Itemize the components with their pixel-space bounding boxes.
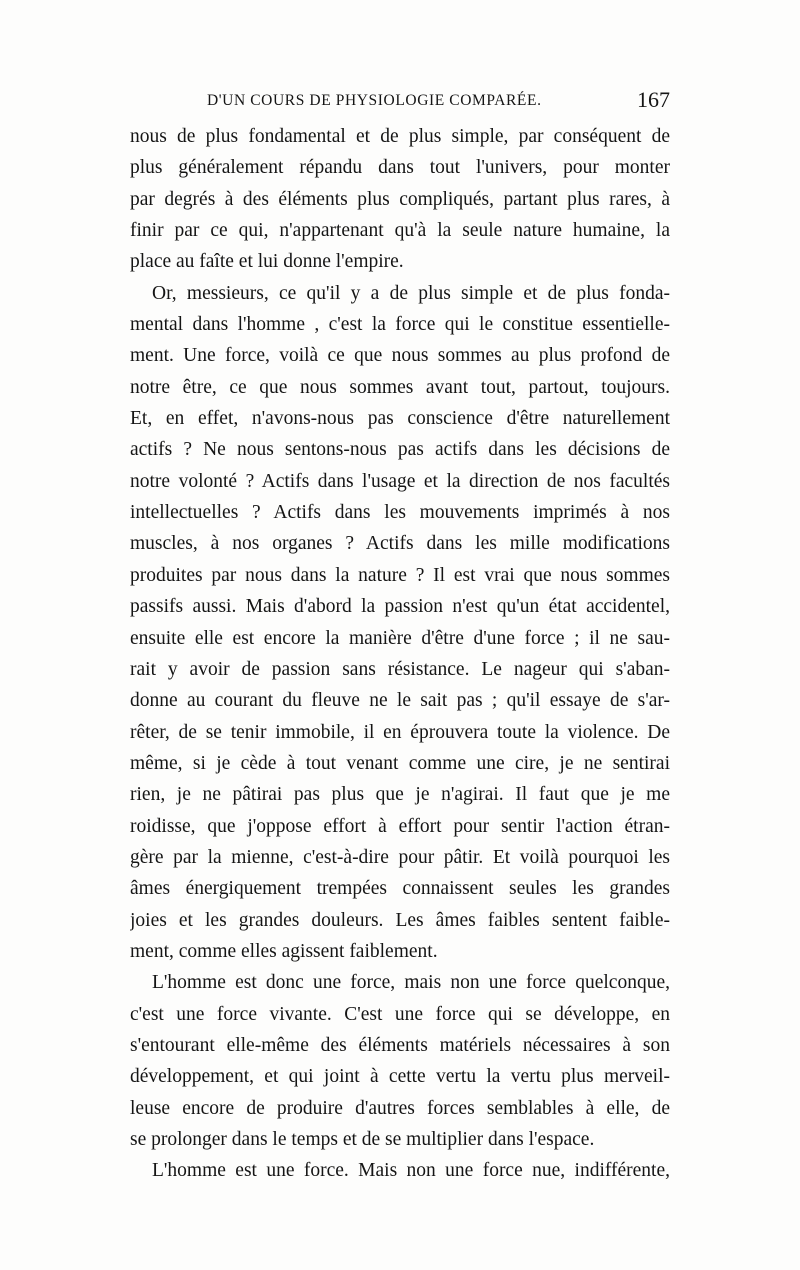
page-number: 167 — [637, 87, 670, 112]
text-line: ensuite elle est encore la manière d'être d'une force ; il ne sau- — [130, 627, 670, 649]
text-line: ment, comme elles agissent faiblement. — [130, 940, 438, 962]
paragraph-start-line: Or, messieurs, ce qu'il y a de plus simple et de plus fonda- — [152, 282, 670, 304]
text-line: Et, en effet, n'avons-nous pas conscience d'être naturellement — [130, 408, 670, 430]
text-line: notre volonté ? Actifs dans l'usage et la direction de nos facultés — [130, 470, 670, 492]
text-line: produites par nous dans la nature ? Il est vrai que nous sommes — [130, 564, 670, 586]
text-line: place au faîte et lui donne l'empire. — [130, 251, 404, 273]
text-line: muscles, à nos organes ? Actifs dans les mille modifications — [130, 533, 670, 555]
text-line: mental dans l'homme , c'est la force qui le constitue essentielle- — [130, 314, 670, 336]
text-line: âmes énergiquement trempées connaissent seules les grandes — [130, 878, 670, 900]
running-head — [130, 88, 670, 118]
text-line: nous de plus fondamental et de plus simple, par conséquent de — [130, 126, 670, 147]
text-line: rait y avoir de passion sans résistance. Le nageur qui s'aban- — [130, 658, 670, 680]
paragraph-start-line: L'homme est une force. Mais non une force nue, indifférente, — [152, 1160, 670, 1182]
text-line: rien, je ne pâtirai pas plus que je n'agirai. Il faut que je me — [130, 784, 670, 806]
paragraph-start-line: L'homme est donc une force, mais non une force quelconque, — [152, 972, 670, 994]
text-line: finir par ce qui, n'appartenant qu'à la seule nature humaine, la — [130, 220, 670, 242]
text-line: joies et les grandes douleurs. Les âmes faibles sentent faible- — [130, 909, 670, 931]
body-text — [130, 121, 670, 1187]
text-line: rêter, de se tenir immobile, il en éprouvera toute la violence. De — [130, 721, 670, 743]
text-line: se prolonger dans le temps et de se multiplier dans l'espace. — [130, 1129, 595, 1150]
text-line: gère par la mienne, c'est-à-dire pour pâtir. Et voilà pourquoi les — [130, 846, 670, 868]
text-line: actifs ? Ne nous sentons-nous pas actifs dans les décisions de — [130, 439, 670, 461]
text-line: passifs aussi. Mais d'abord la passion n'est qu'un état accidentel, — [130, 596, 670, 618]
text-line: notre être, ce que nous sommes avant tout, partout, toujours. — [130, 376, 670, 398]
text-line: intellectuelles ? Actifs dans les mouvements imprimés à nos — [130, 502, 670, 524]
text-line: développement, et qui joint à cette vertu la vertu plus merveil- — [130, 1066, 670, 1088]
text-line: leuse encore de produire d'autres forces semblables à elle, de — [130, 1097, 670, 1119]
text-line: roidisse, que j'oppose effort à effort pour sentir l'action étran- — [130, 815, 670, 837]
text-line: donne au courant du fleuve ne le sait pas ; qu'il essaye de s'ar- — [130, 690, 670, 712]
text-line: s'entourant elle-même des éléments matériels nécessaires à son — [130, 1034, 670, 1056]
text-line: c'est une force vivante. C'est une force qui se développe, en — [130, 1003, 670, 1025]
running-title: D'UN COURS DE PHYSIOLOGIE COMPARÉE. — [207, 92, 542, 109]
text-line: plus généralement répandu dans tout l'univers, pour monter — [130, 157, 670, 179]
text-line: par degrés à des éléments plus compliqués, partant plus rares, à — [130, 188, 670, 210]
text-line: même, si je cède à tout venant comme une cire, je ne sentirai — [130, 752, 670, 774]
text-line: ment. Une force, voilà ce que nous sommes au plus profond de — [130, 345, 670, 367]
